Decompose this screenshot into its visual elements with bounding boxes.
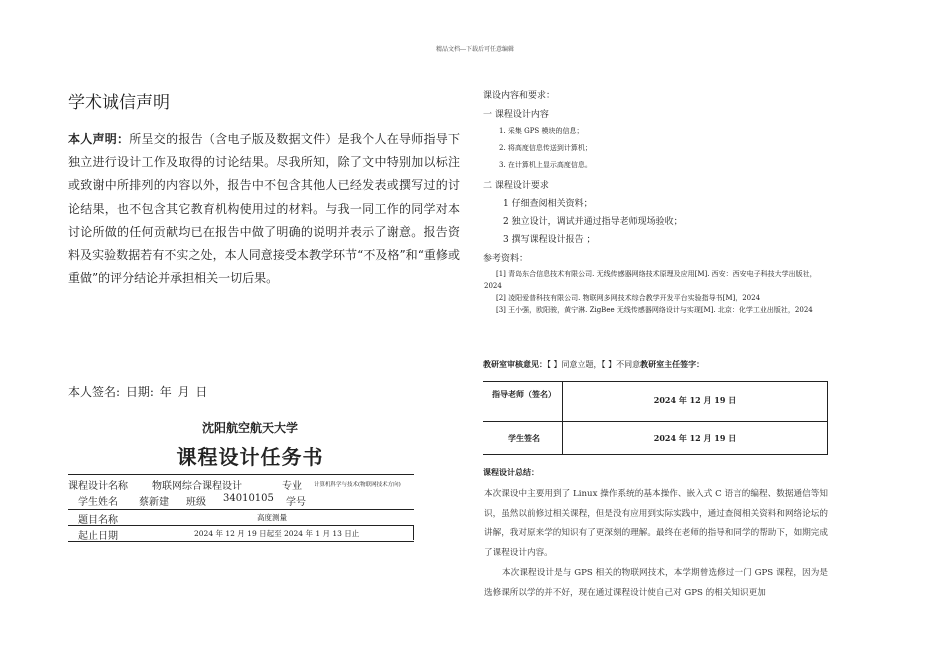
review-line — [483, 359, 704, 370]
id-label: 学号 — [286, 497, 306, 508]
major-label: 专业 — [282, 481, 302, 492]
requirement-item-1: 1 仔细查阅相关资料； — [503, 199, 593, 209]
content-item-2: 2. 将高度信息传送到计算机； — [499, 144, 592, 152]
requirements-heading: 课设内容和要求： — [483, 91, 556, 101]
task-row-date — [68, 525, 414, 542]
summary-paragraph: 本次课设中主要用到了 Linux 操作系统的基本操作、嵌入式 C 语言的编程、数据通信等知识，虽然以前修过相关课程，但是没有应用到实际实践中，通过查阅相关资料和网络论坛的讲解，我对原来学的知识有了更深刻的理解。最终在老师的指导和同学的帮助下，如期完成了课程设计内容。 — [484, 489, 828, 558]
summary-heading: 课程设计总结： — [483, 467, 539, 477]
summary-paragraph: 本次课程设计是与 GPS 相关的物联网技术，本学期曾选修过一门 GPS 课程，因为是选修课所以学的并不好，现在通过课程设计使自己对 GPS 的相关知识更加 — [484, 568, 828, 598]
student-signature-date: 2024 年 12 月 19 日 — [653, 433, 737, 443]
references-list — [484, 268, 828, 316]
reference-item: [1] 青岛东合信息技术有限公司. 无线传感器网络技术原理及应用[M]. 西安：西安电子科技大学出版社，2024 — [484, 270, 817, 290]
class-value: 34010105 — [223, 493, 274, 504]
integrity-title: 学术诚信声明 — [68, 93, 170, 113]
review-label: 教研室审核意见： — [483, 359, 547, 369]
content-item-3: 3. 在计算机上显示高度信息。 — [499, 161, 592, 169]
requirement-item-3: 3 撰写课程设计报告 ； — [503, 235, 596, 245]
student-value: 蔡新建 — [139, 497, 169, 508]
task-row-course — [68, 474, 414, 491]
date-value: 2024 年 12 月 19 日起至 2024 年 1 月 13 日止 — [194, 529, 360, 538]
table-line — [483, 454, 828, 455]
date-label: 起止日期 — [78, 531, 118, 542]
table-divider — [827, 381, 828, 454]
class-label: 班级 — [186, 497, 206, 508]
declaration-label: 本人声明： — [68, 132, 130, 146]
section-content-heading: 一 课程设计内容 — [483, 110, 549, 120]
requirement-item-2: 2 独立设计，调试并通过指导老师现场验收； — [503, 217, 683, 227]
task-book-title: 课程设计任务书 — [176, 445, 324, 469]
reference-item: [3] 王小强，欧阳骏，黄宁淋. ZigBee 无线传感器网络设计与实现[M]. 北京：化学工业出版社，2024 — [496, 306, 813, 314]
task-row-student — [68, 491, 414, 508]
declaration-paragraph — [68, 128, 460, 290]
topic-value: 高度测量 — [257, 513, 287, 522]
signature-line: 本人签名: 日期: 年 月 日 — [68, 385, 208, 399]
reference-item: [2] 凌阳爱普科技有限公司. 物联网多网技术综合教学开发平台实验指导书[M]，2024 — [496, 294, 761, 302]
review-disagree-option: 【 】不同意 — [601, 360, 641, 369]
task-row-topic — [68, 509, 414, 525]
topic-label: 题目名称 — [78, 515, 118, 526]
declaration-text: 所呈交的报告（含电子版及数据文件）是我个人在导师指导下独立进行设计工作及取得的讨论结果。尽我所知，除了文中特别加以标注或致谢中所排列的内容以外，报告中不包含其他人已经发表或撰写过的讨论结果，也不包含其它教育机构使用过的材料。与我一同工作的同学对本讨论所做的任何贡献均已在报告中做了明确的说明并表示了谢意。报告资料及实验数据若有不实之处，本人同意接受本教学环节“不及格”和“重修或重做”的评分结论并承担相关一切后果。 — [68, 132, 460, 286]
director-signature-label: 教研室主任签字： — [640, 359, 705, 369]
references-heading: 参考资料： — [483, 254, 529, 264]
course-label: 课程设计名称 — [68, 481, 128, 492]
table-right-border — [413, 525, 414, 540]
table-line — [483, 421, 828, 422]
university-name: 沈阳航空航天大学 — [201, 421, 298, 435]
signature-table — [483, 381, 828, 455]
summary-body — [484, 485, 828, 604]
section-requirements-heading: 二 课程设计要求 — [483, 181, 549, 191]
content-item-1: 1. 采集 GPS 模块的信息； — [499, 127, 584, 135]
review-agree-option: 【 】同意立题， — [547, 360, 602, 369]
table-line — [483, 381, 828, 382]
student-signature-label: 学生签名 — [508, 433, 540, 443]
student-label: 学生姓名 — [78, 497, 118, 508]
major-value: 计算机科学与技术(物联网技术方向) — [314, 482, 401, 488]
advisor-signature-label: 指导老师（签名） — [492, 389, 556, 399]
page-header: 精品文档---下载后可任意编辑 — [435, 46, 515, 53]
advisor-date: 2024 年 12 月 19 日 — [653, 395, 737, 405]
course-value: 物联网综合课程设计 — [152, 481, 242, 492]
